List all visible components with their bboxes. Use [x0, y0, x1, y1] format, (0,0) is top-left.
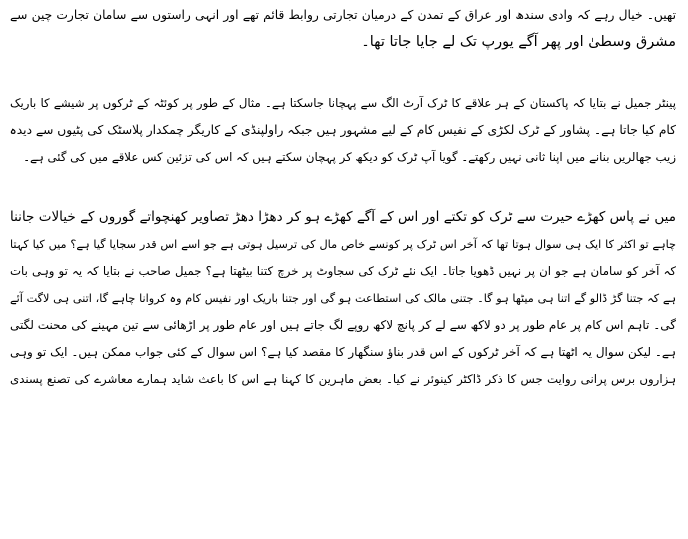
paragraph-1: [10, 2, 676, 56]
text-line: چاہے تو اکثر کا ایک ہی سوال ہوتا تھا کہ آخر اس ٹرک پر کونسے خاص مال کی ترسیل ہوتی ہے جو اسے اس قدر سجایا گیا ہے؟ میں کیا کہتا: [10, 238, 676, 251]
text-line: زیب جھالریں بنانے میں اپنا ثانی نہیں رکھتے۔ گویا آپ ٹرک کو دیکھ کر پہچان سکتے ہیں کہ اس کی تزئین کس علاقے میں کی گئی ہے۔: [23, 150, 676, 164]
paragraph-spacer: [10, 171, 676, 204]
text-line: تھیں۔ خیال رہے کہ وادی سندھ اور عراق کے تمدن کے درمیان تجارتی روابط قائم تھے اور انہی راستوں سے سامان تجارت چین سے: [10, 8, 676, 22]
text-line: کام کیا جاتا ہے۔ پشاور کے ٹرک لکڑی کے نفیس کام کے لیے مشہور ہیں جبکہ راولپنڈی کے کاریگر چمکدار پلاسٹک کی پٹیوں سے دیدہ: [10, 123, 676, 137]
text-line: ہے۔ لیکن سوال یہ اٹھتا ہے کہ آخر ٹرکوں کے اس قدر بناؤ سنگھار کا مقصد کیا ہے؟ اس سوال کے کئی جواب ممکن ہیں۔ ایک تو وہی: [10, 345, 676, 359]
text-line: پینٹر جمیل نے بتایا کہ پاکستان کے ہر علاقے کا ٹرک آرٹ الگ سے پہچانا جاسکتا ہے۔ مثال کے طور پر کوئٹہ کے ٹرکوں پر شیشے کا باریک: [10, 96, 676, 110]
text-line: کہ آخر کو سامان ہے جو ان پر نہیں ڈھویا جاتا۔ ایک نئے ٹرک کی سجاوٹ پر خرچ کتنا بیٹھتا ہے؟ جمیل صاحب نے بتایا کہ یہ تو وہی بات: [10, 264, 676, 278]
text-line: مشرق وسطیٰ اور پھر آگے یورپ تک لے جایا جاتا تھا۔: [361, 34, 676, 50]
article-body: [10, 2, 676, 393]
paragraph-3: [10, 204, 676, 393]
paragraph-spacer: [10, 56, 676, 90]
text-line: ہے کہ جتنا گڑ ڈالو گے اتنا ہی میٹھا ہو گا۔ جتنی مالک کی استطاعت ہو گی اور جتنا باریک اور نفیس کام وہ کروانا چاہے گا، اتنی ہی لاگت آئے: [10, 292, 676, 305]
paragraph-2: [10, 90, 676, 171]
text-line: ہزاروں برس پرانی روایت جس کا ذکر ڈاکٹر کینوئر نے کیا۔ بعض ماہرین کا کہنا ہے اس کا باعث شاید ہمارے معاشرے کی تصنع پسندی: [10, 372, 676, 386]
text-line: میں نے پاس کھڑے حیرت سے ٹرک کو تکتے اور اس کے آگے کھڑے ہو کر دھڑا دھڑ تصاویر کھنچواتے گوروں کے خیالات جاننا: [10, 209, 676, 225]
text-line: گی۔ تاہم اس کام پر عام طور پر دو لاکھ سے لے کر پانچ لاکھ روپے لگ جاتے ہیں اور عام طور پر اڑھائی سے تین مہینے کی محنت لگتی: [10, 318, 676, 332]
